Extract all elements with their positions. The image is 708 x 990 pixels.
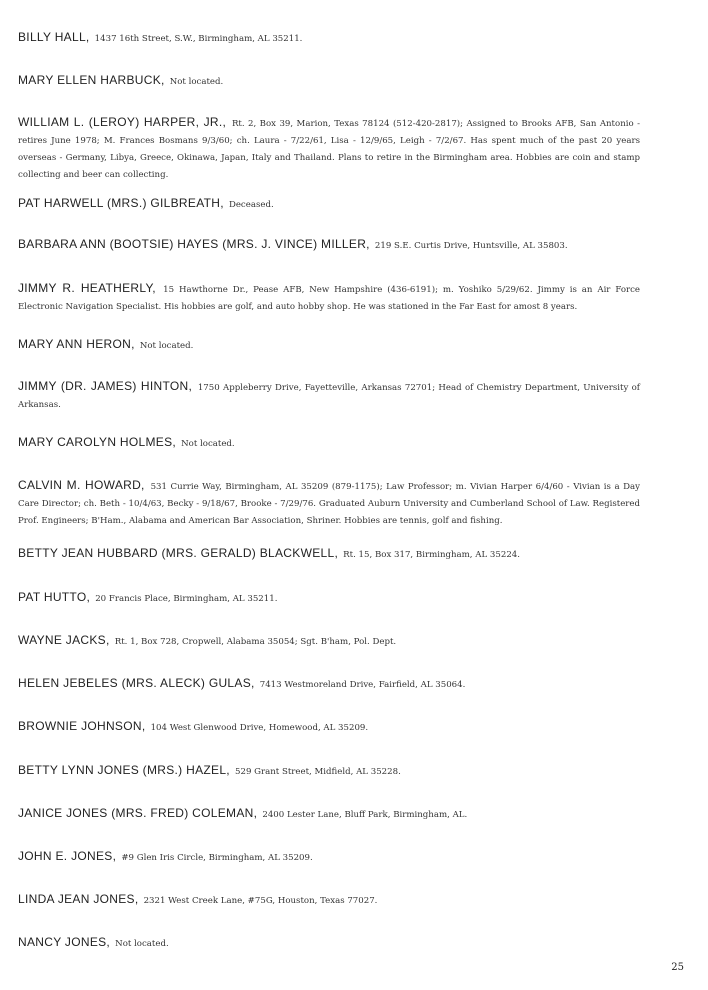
entry-name: BILLY HALL, <box>18 30 90 44</box>
directory-entry <box>18 589 640 606</box>
entry-details: 531 Currie Way, Birmingham, AL 35209 (879-1175); Law Professor; m. Vivian Harper 6/4/60 - Vivian is a Day Care Director; ch. Beth - 10/4/63, Becky - 9/18/67, Brooke - 7/29/76. Graduated Auburn University and Cumberland School of Law. Registered Prof. Engineers; B'Ham., Alabama and American Bar Association, Shriner. Hobbies are tennis, golf and fishing. <box>18 482 640 526</box>
entry-name: BETTY JEAN HUBBARD (MRS. GERALD) BLACKWELL, <box>18 546 339 560</box>
directory-entry <box>18 675 640 692</box>
entry-name: JIMMY R. HEATHERLY, <box>18 281 156 295</box>
entry-name: PAT HARWELL (MRS.) GILBREATH, <box>18 196 224 210</box>
directory-entry <box>18 805 640 822</box>
directory-entry <box>18 718 640 735</box>
entry-details: Not located. <box>115 939 169 949</box>
entry-name: LINDA JEAN JONES, <box>18 892 139 906</box>
entry-details: Rt. 15, Box 317, Birmingham, AL 35224. <box>343 550 520 560</box>
entry-details: 15 Hawthorne Dr., Pease AFB, New Hampshire (436-6191); m. Yoshiko 5/29/62. Jimmy is an Air Force Electronic Navigation Specialist. His hobbies are golf, and auto hobby shop. He was stationed in the Far East for amost 8 years. <box>18 285 640 312</box>
directory-entry <box>18 114 640 182</box>
entry-details: Rt. 2, Box 39, Marion, Texas 78124 (512-420-2817); Assigned to Brooks AFB, San Antonio - retires June 1978; M. Frances Bosmans 9/3/60; ch. Laura - 7/22/61, Lisa - 12/9/65, Leigh - 7/2/67. Has spent much of the past 20 years overseas - Germany, Libya, Greece, Okinawa, Japan, Italy and Thailand. Plans to retire in the Birmingham area. Hobbies are coin and stamp collecting and beer can collecting. <box>18 119 640 180</box>
entry-name: WAYNE JACKS, <box>18 633 110 647</box>
entry-name: JIMMY (DR. JAMES) HINTON, <box>18 379 193 393</box>
entry-details: 1437 16th Street, S.W., Birmingham, AL 35211. <box>94 34 303 44</box>
directory-entry <box>18 632 640 649</box>
entry-name: JANICE JONES (MRS. FRED) COLEMAN, <box>18 806 258 820</box>
directory-entry <box>18 477 640 528</box>
directory-entry <box>18 434 640 451</box>
directory-entry <box>18 891 640 908</box>
entry-details: 219 S.E. Curtis Drive, Huntsville, AL 35803. <box>374 241 568 251</box>
entry-details: Not located. <box>169 77 224 87</box>
directory-entry <box>18 762 640 779</box>
entry-name: BARBARA ANN (BOOTSIE) HAYES (MRS. J. VINCE) MILLER, <box>18 237 370 251</box>
directory-entry <box>18 236 640 253</box>
entry-name: CALVIN M. HOWARD, <box>18 478 145 492</box>
entry-details: 7413 Westmoreland Drive, Fairfield, AL 35064. <box>259 680 466 690</box>
entry-name: JOHN E. JONES, <box>18 849 117 863</box>
entry-name: MARY ANN HERON, <box>18 337 135 351</box>
entry-name: PAT HUTTO, <box>18 590 91 604</box>
entry-details: 529 Grant Street, Midfield, AL 35228. <box>235 767 401 777</box>
directory-entry <box>18 72 640 89</box>
directory-entry <box>18 934 640 951</box>
entry-name: NANCY JONES, <box>18 935 111 949</box>
entry-details: Deceased. <box>228 200 274 210</box>
entry-name: MARY CAROLYN HOLMES, <box>18 435 177 449</box>
directory-entry <box>18 336 640 353</box>
entry-name: BROWNIE JOHNSON, <box>18 719 146 733</box>
entry-details: 2321 West Creek Lane, #75G, Houston, Texas 77027. <box>143 896 378 906</box>
entry-details: #9 Glen Iris Circle, Birmingham, AL 35209. <box>121 853 313 863</box>
entry-name: HELEN JEBELES (MRS. ALECK) GULAS, <box>18 676 255 690</box>
entry-details: Not located. <box>139 341 194 351</box>
directory-entry <box>18 29 640 46</box>
directory-entry <box>18 280 640 314</box>
page-number: 25 <box>671 962 684 973</box>
entry-name: WILLIAM L. (LEROY) HARPER, JR., <box>18 115 227 129</box>
directory-entry <box>18 545 640 562</box>
entry-details: 20 Francis Place, Birmingham, AL 35211. <box>95 594 278 604</box>
directory-entry <box>18 848 640 865</box>
entry-details: 2400 Lester Lane, Bluff Park, Birmingham, AL. <box>262 810 468 820</box>
entry-details: 1750 Appleberry Drive, Fayetteville, Arkansas 72701; Head of Chemistry Department, University of Arkansas. <box>18 383 640 410</box>
entry-name: BETTY LYNN JONES (MRS.) HAZEL, <box>18 763 230 777</box>
entry-details: Rt. 1, Box 728, Cropwell, Alabama 35054; Sgt. B'ham, Pol. Dept. <box>114 637 397 647</box>
entry-details: Not located. <box>181 439 235 449</box>
directory-entry <box>18 378 640 412</box>
entry-details: 104 West Glenwood Drive, Homewood, AL 35209. <box>150 723 369 733</box>
entry-name: MARY ELLEN HARBUCK, <box>18 73 165 87</box>
directory-entry <box>18 195 640 212</box>
